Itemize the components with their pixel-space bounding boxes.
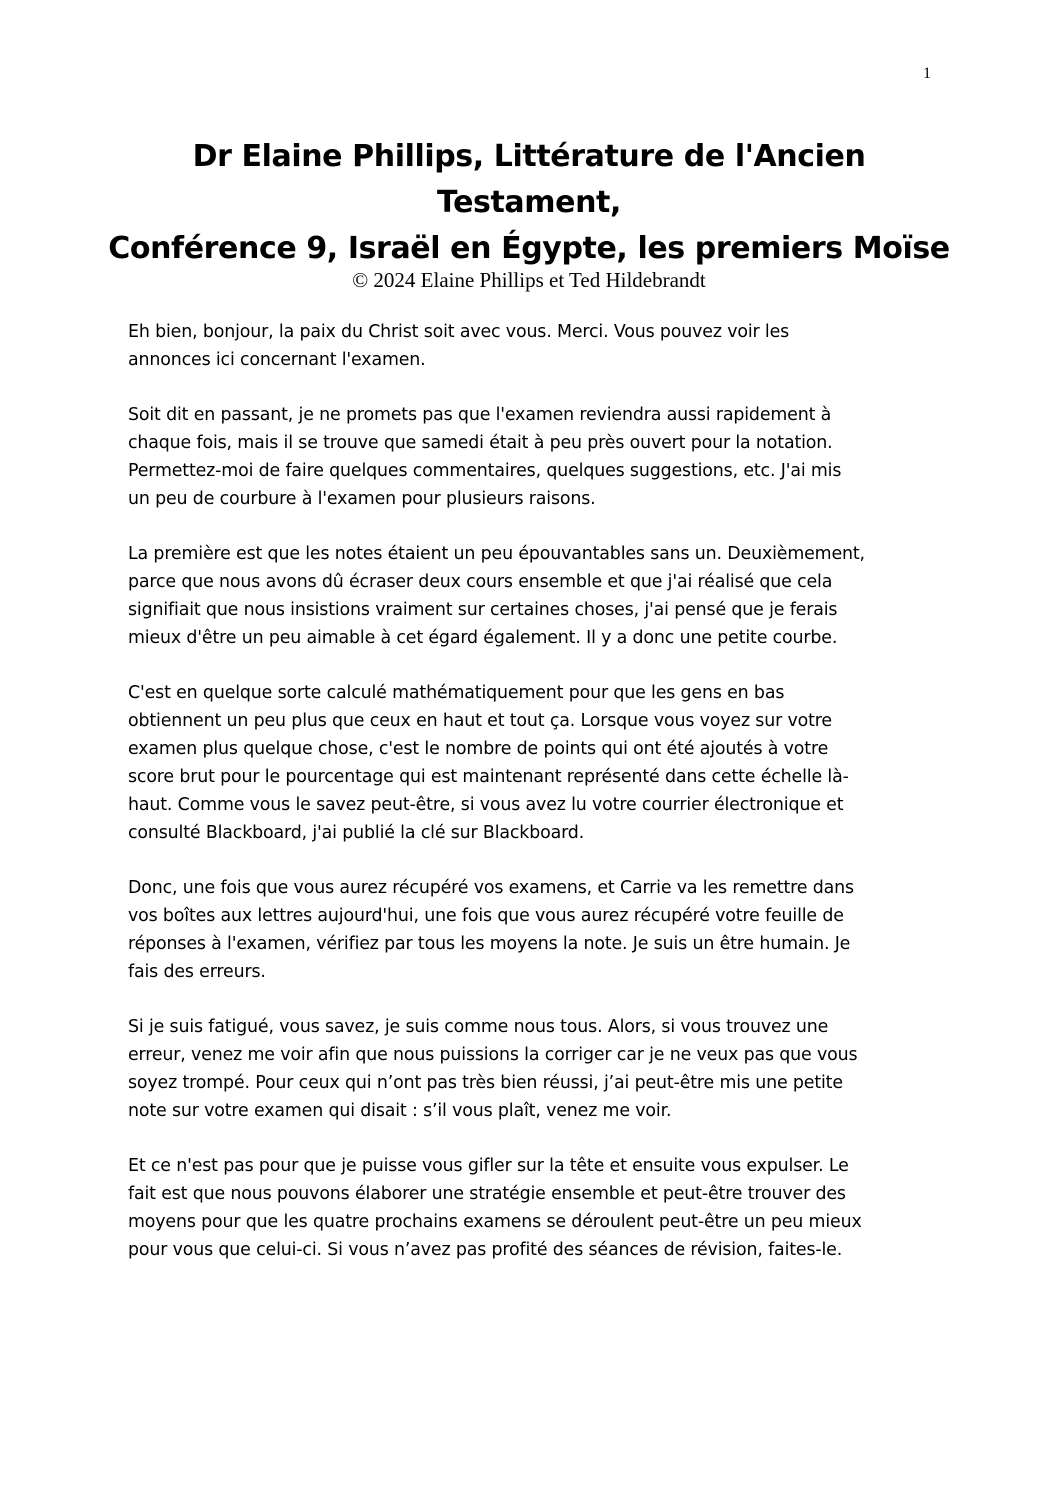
title-line-3: Conférence 9, Israël en Égypte, les premiers Moïse <box>108 231 950 266</box>
text-line: moyens pour que les quatre prochains examens se déroulent peut-être un peu mieux <box>128 1212 862 1232</box>
text-line: C'est en quelque sorte calculé mathématiquement pour que les gens en bas <box>128 683 785 703</box>
text-line: Soit dit en passant, je ne promets pas que l'examen reviendra aussi rapidement à <box>128 405 832 425</box>
text-line: annonces ici concernant l'examen. <box>128 350 426 370</box>
text-line: fait est que nous pouvons élaborer une stratégie ensemble et peut-être trouver des <box>128 1184 846 1204</box>
paragraph-6 <box>128 1013 948 1125</box>
text-line: haut. Comme vous le savez peut-être, si vous avez lu votre courrier électronique et <box>128 795 844 815</box>
paragraph-7 <box>128 1152 948 1264</box>
text-line: note sur votre examen qui disait : s’il vous plaît, venez me voir. <box>128 1101 672 1121</box>
paragraph-5 <box>128 874 948 986</box>
text-line: réponses à l'examen, vérifiez par tous les moyens la note. Je suis un être humain. Je <box>128 934 851 954</box>
paragraph-3 <box>128 540 948 652</box>
title-line-2: Testament, <box>437 185 621 220</box>
text-line: Et ce n'est pas pour que je puisse vous gifler sur la tête et ensuite vous expulser. Le <box>128 1156 849 1176</box>
document-body <box>128 318 948 1291</box>
document-header <box>100 134 958 292</box>
text-line: signifiait que nous insistions vraiment sur certaines choses, j'ai pensé que je ferais <box>128 600 838 620</box>
text-line: mieux d'être un peu aimable à cet égard également. Il y a donc une petite courbe. <box>128 628 838 648</box>
text-line: Permettez-moi de faire quelques commentaires, quelques suggestions, etc. J'ai mis <box>128 461 842 481</box>
text-line: pour vous que celui-ci. Si vous n’avez pas profité des séances de révision, faites-le. <box>128 1240 843 1260</box>
copyright-notice: © 2024 Elaine Phillips et Ted Hildebrandt <box>352 268 706 292</box>
text-line: score brut pour le pourcentage qui est maintenant représenté dans cette échelle là- <box>128 767 849 787</box>
paragraph-4 <box>128 679 948 847</box>
text-line: consulté Blackboard, j'ai publié la clé sur Blackboard. <box>128 823 585 843</box>
title-line-1: Dr Elaine Phillips, Littérature de l'Ancien <box>192 139 866 174</box>
text-line: soyez trompé. Pour ceux qui n’ont pas très bien réussi, j’ai peut-être mis une petite <box>128 1073 843 1093</box>
text-line: vos boîtes aux lettres aujourd'hui, une fois que vous aurez récupéré votre feuille de <box>128 906 844 926</box>
text-line: un peu de courbure à l'examen pour plusieurs raisons. <box>128 489 596 509</box>
text-line: fais des erreurs. <box>128 962 266 982</box>
text-line: examen plus quelque chose, c'est le nombre de points qui ont été ajoutés à votre <box>128 739 829 759</box>
text-line: La première est que les notes étaient un peu épouvantables sans un. Deuxièmement, <box>128 544 865 564</box>
text-line: erreur, venez me voir afin que nous puissions la corriger car je ne veux pas que vous <box>128 1045 858 1065</box>
text-line: chaque fois, mais il se trouve que samedi était à peu près ouvert pour la notation. <box>128 433 833 453</box>
paragraph-2 <box>128 401 948 513</box>
page-number: 1 <box>923 65 931 82</box>
text-line: Donc, une fois que vous aurez récupéré vos examens, et Carrie va les remettre dans <box>128 878 854 898</box>
text-line: Si je suis fatigué, vous savez, je suis comme nous tous. Alors, si vous trouvez une <box>128 1017 829 1037</box>
text-line: Eh bien, bonjour, la paix du Christ soit avec vous. Merci. Vous pouvez voir les <box>128 322 790 342</box>
text-line: obtiennent un peu plus que ceux en haut et tout ça. Lorsque vous voyez sur votre <box>128 711 832 731</box>
paragraph-1 <box>128 318 948 374</box>
text-line: parce que nous avons dû écraser deux cours ensemble et que j'ai réalisé que cela <box>128 572 833 592</box>
